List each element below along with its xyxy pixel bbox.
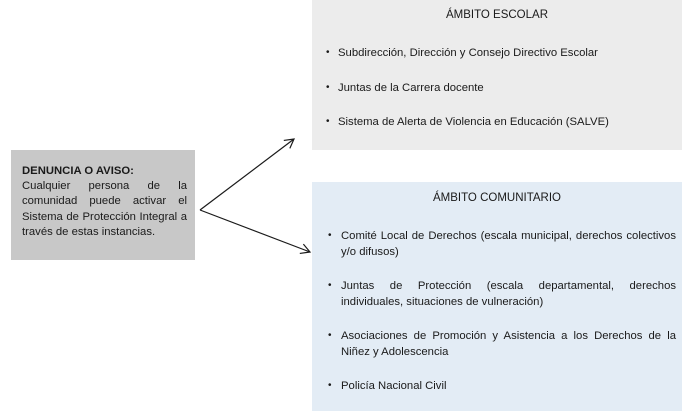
ambito-comunitario-title: ÁMBITO COMUNITARIO: [433, 192, 561, 204]
bullet-icon: •: [328, 280, 332, 291]
comunitario-item-text: Juntas de Protección (escala departamental, derechos individuales, situaciones de vulneración): [341, 280, 676, 308]
comunitario-item-text: Policía Nacional Civil: [341, 380, 447, 392]
comunitario-item-text: Asociaciones de Promoción y Asistencia a los Derechos de la Niñez y Adolescencia: [341, 330, 676, 358]
escolar-item-text: Juntas de la Carrera docente: [338, 82, 484, 94]
comunitario-item-text: Comité Local de Derechos (escala municipal, derechos colectivos y/o difusos): [341, 230, 676, 258]
comunitario-item: [328, 278, 676, 310]
ambito-escolar-box: [312, 0, 682, 150]
escolar-item: [326, 114, 672, 130]
bullet-icon: •: [326, 116, 330, 127]
arrow-to-escolar: [200, 139, 294, 210]
comunitario-item: [328, 228, 676, 260]
ambito-comunitario-box: [312, 182, 682, 411]
denuncia-text: Cualquier persona de la comunidad puede activar el Sistema de Protección Integral a través de estas instancias.: [22, 180, 187, 238]
arrow-to-comunitario: [200, 210, 310, 252]
ambito-escolar-title: ÁMBITO ESCOLAR: [445, 9, 549, 21]
escolar-item-text: Sistema de Alerta de Violencia en Educación (SALVE): [338, 116, 609, 128]
bullet-icon: •: [326, 82, 330, 93]
denuncia-title: DENUNCIA O AVISO:: [22, 165, 134, 177]
denuncia-box: [11, 150, 195, 260]
comunitario-item: [328, 328, 676, 360]
bullet-icon: •: [328, 330, 332, 341]
bullet-icon: •: [326, 47, 330, 58]
comunitario-item: [328, 378, 676, 394]
escolar-item: [326, 45, 672, 61]
escolar-item: [326, 80, 672, 96]
bullet-icon: •: [328, 230, 332, 241]
bullet-icon: •: [328, 380, 332, 391]
escolar-item-text: Subdirección, Dirección y Consejo Directivo Escolar: [338, 47, 598, 59]
